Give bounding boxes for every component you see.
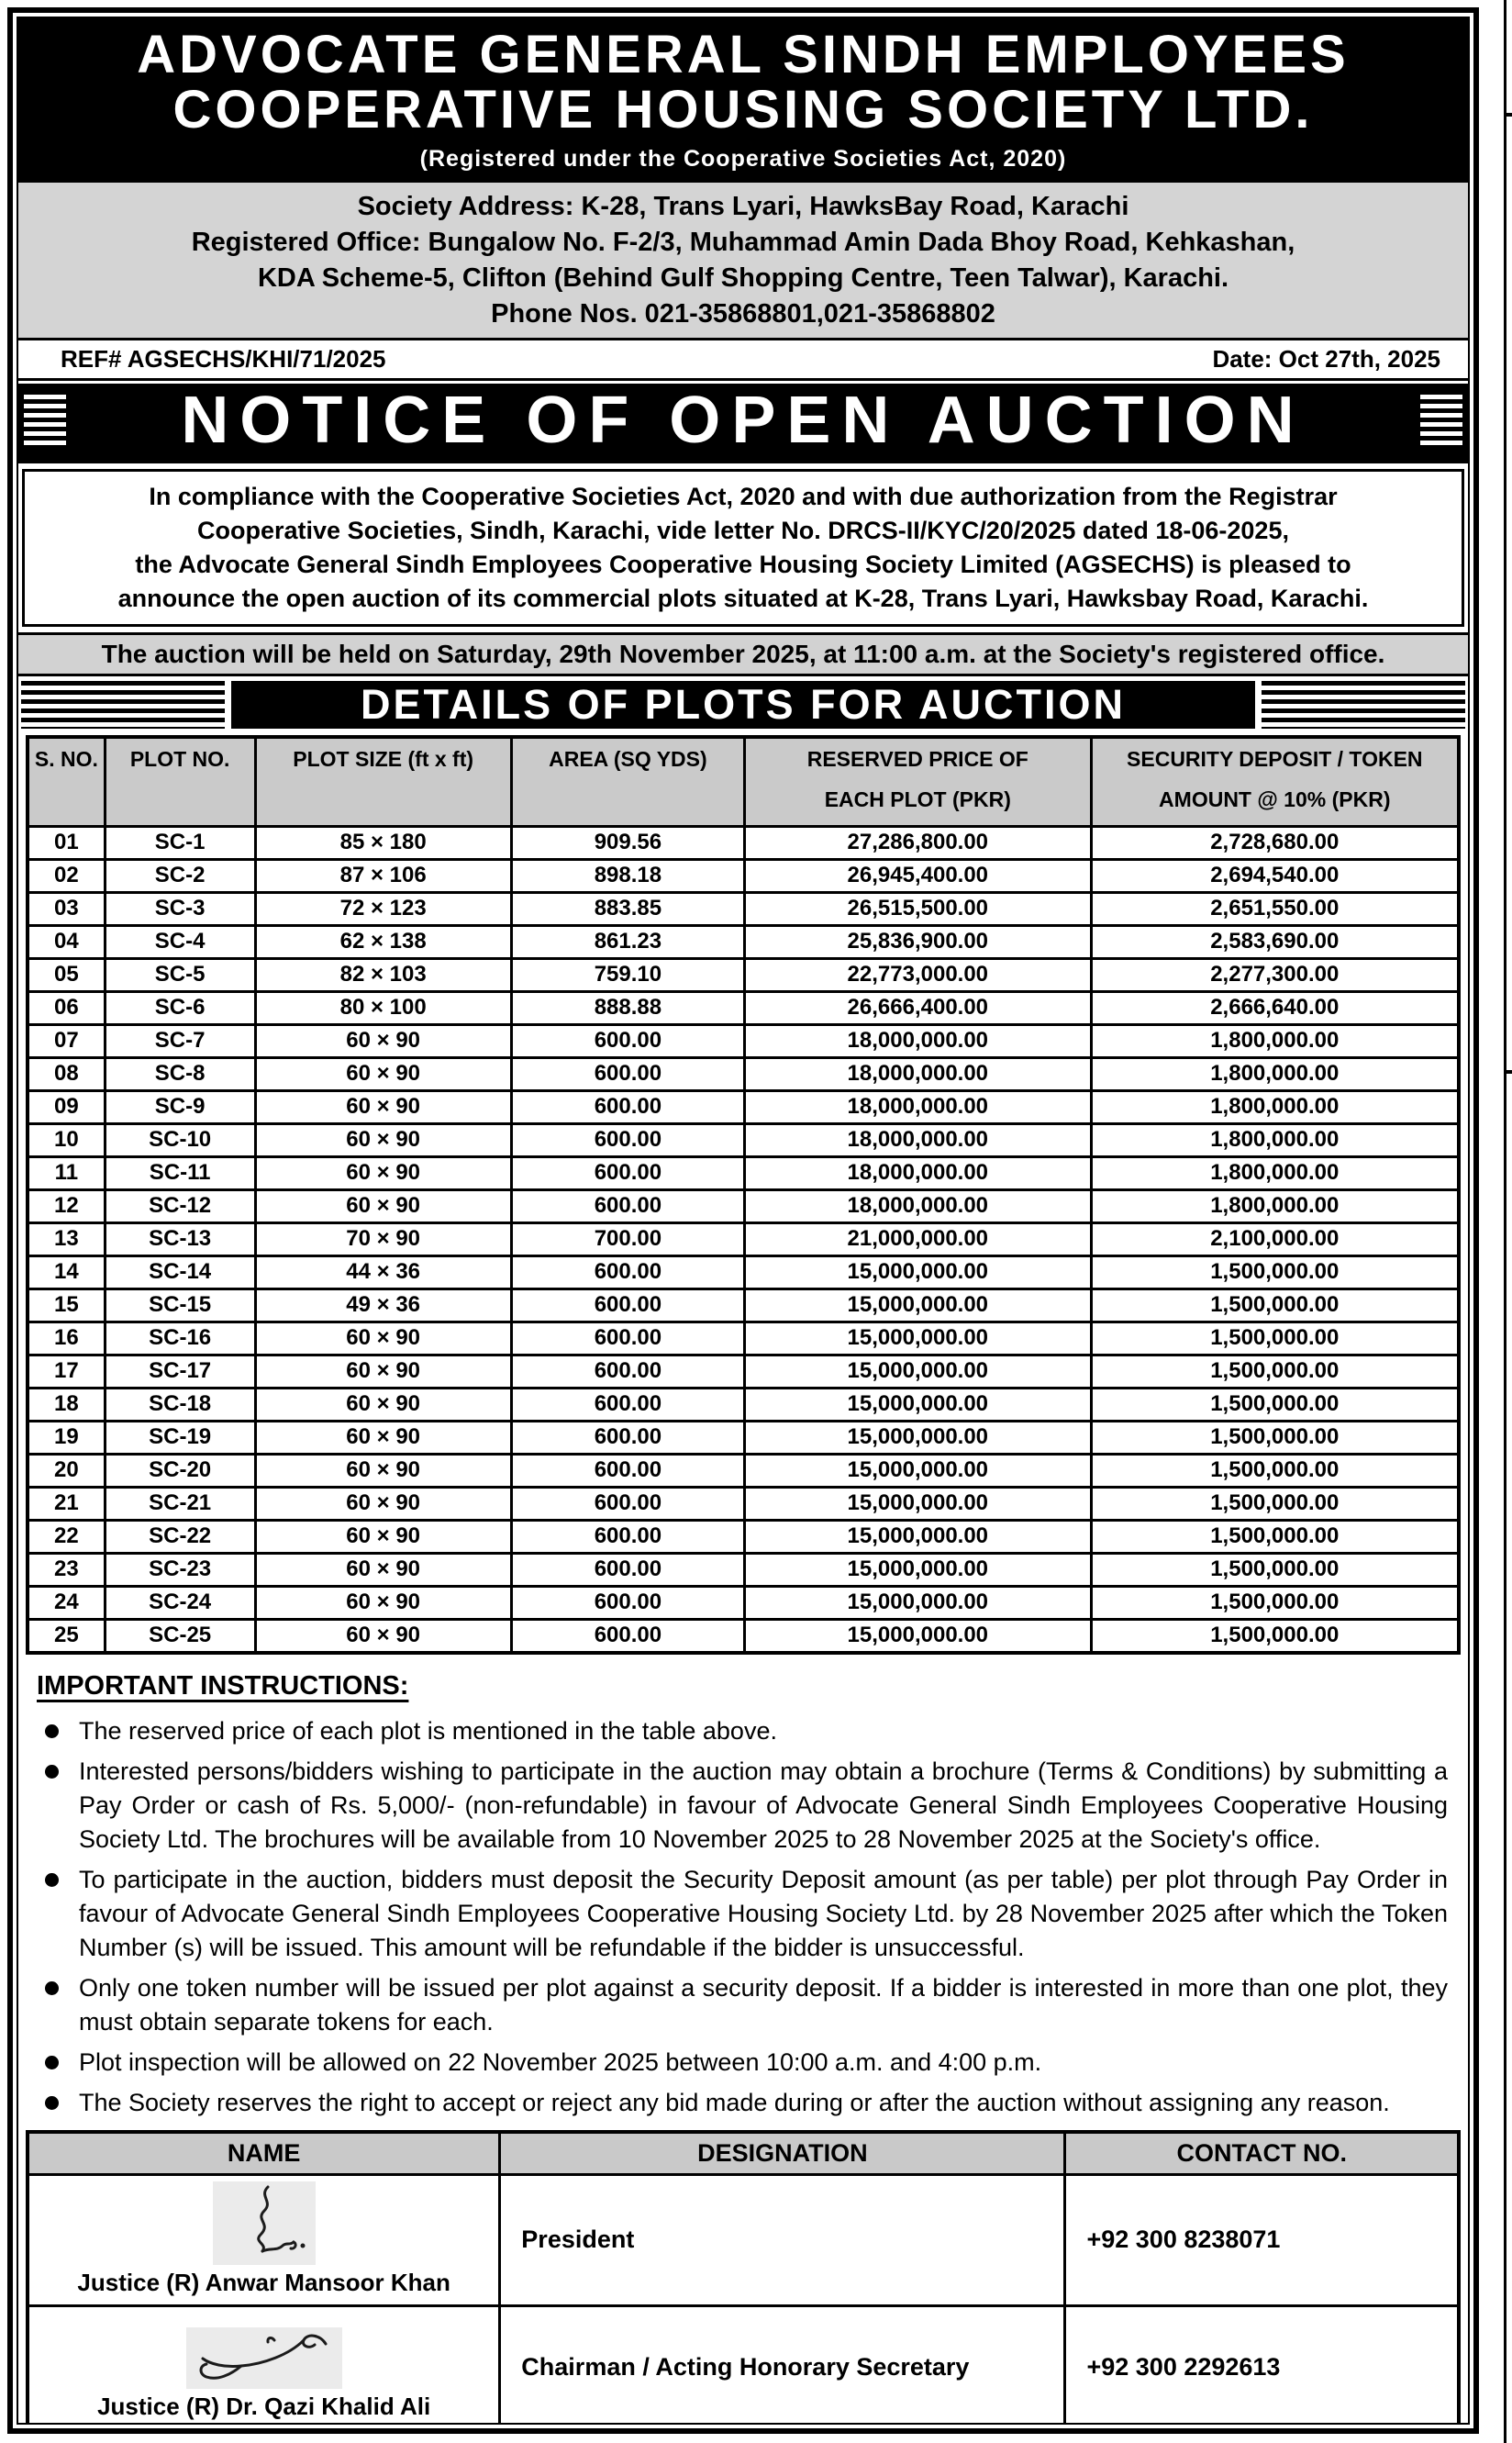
table-cell: 18,000,000.00 — [745, 1156, 1092, 1189]
compliance-line: the Advocate General Sindh Employees Cooperative Housing Society Limited (AGSECHS) is pleased to — [135, 550, 1351, 578]
table-cell: SC-20 — [105, 1454, 255, 1487]
table-row — [28, 1288, 1459, 1322]
table-cell: SC-23 — [105, 1553, 255, 1586]
table-cell: 600.00 — [511, 1619, 744, 1653]
instructions-heading: IMPORTANT INSTRUCTIONS: — [37, 1670, 409, 1701]
column-header-label: PLOT NO. — [129, 746, 230, 771]
table-row — [28, 1057, 1459, 1090]
signature-qazi-khalid-ali — [186, 2327, 342, 2389]
table-cell: 1,500,000.00 — [1091, 1586, 1459, 1619]
table-cell: SC-24 — [105, 1586, 255, 1619]
table-cell: SC-11 — [105, 1156, 255, 1189]
table-cell: 909.56 — [511, 826, 744, 859]
table-cell: 600.00 — [511, 1553, 744, 1586]
instruction-item: The reserved price of each plot is mentioned in the table above. — [37, 1714, 1448, 1748]
column-header-area — [511, 737, 744, 827]
table-cell: 1,500,000.00 — [1091, 1520, 1459, 1553]
contacts-table — [26, 2130, 1461, 2425]
document-body — [17, 17, 1470, 2425]
table-cell: 11 — [28, 1156, 105, 1189]
notice-banner — [18, 384, 1468, 463]
table-cell: 87 × 106 — [255, 859, 511, 892]
instructions-list — [37, 1714, 1448, 2120]
column-header-label: PLOT SIZE (ft x ft) — [293, 746, 474, 771]
table-row — [28, 1586, 1459, 1619]
table-cell: 15,000,000.00 — [745, 1586, 1092, 1619]
table-row — [28, 1123, 1459, 1156]
society-address-line: Society Address: K-28, Trans Lyari, HawksBay Road, Karachi — [357, 191, 1129, 221]
stripe-decoration-icon — [1420, 395, 1462, 446]
table-cell: SC-7 — [105, 1024, 255, 1057]
table-cell: 70 × 90 — [255, 1222, 511, 1255]
table-cell: 25,836,900.00 — [745, 925, 1092, 958]
table-cell: 1,500,000.00 — [1091, 1255, 1459, 1288]
table-cell: 17 — [28, 1355, 105, 1388]
column-header-designation: DESIGNATION — [500, 2132, 1065, 2175]
table-cell: 15,000,000.00 — [745, 1388, 1092, 1421]
table-cell: 600.00 — [511, 1156, 744, 1189]
table-cell: 1,500,000.00 — [1091, 1553, 1459, 1586]
table-cell: 1,500,000.00 — [1091, 1288, 1459, 1322]
table-cell: 18,000,000.00 — [745, 1123, 1092, 1156]
instructions-section — [18, 1660, 1468, 2126]
table-cell: 60 × 90 — [255, 1123, 511, 1156]
table-cell: 600.00 — [511, 1288, 744, 1322]
table-cell: 600.00 — [511, 1322, 744, 1355]
table-cell: SC-5 — [105, 958, 255, 991]
table-cell: 12 — [28, 1189, 105, 1222]
registered-under-note: (Registered under the Cooperative Societies Act, 2020) — [419, 145, 1067, 172]
contact-row — [28, 2174, 1459, 2305]
table-cell: 10 — [28, 1123, 105, 1156]
table-cell: 85 × 180 — [255, 826, 511, 859]
table-cell: 04 — [28, 925, 105, 958]
compliance-line: announce the open auction of its commercial plots situated at K-28, Trans Lyari, Hawksbay Road, Karachi. — [117, 584, 1369, 612]
masthead — [18, 18, 1468, 180]
table-cell: 60 × 90 — [255, 1487, 511, 1520]
table-row — [28, 925, 1459, 958]
table-cell: 15 — [28, 1288, 105, 1322]
table-row — [28, 1553, 1459, 1586]
table-cell: 1,500,000.00 — [1091, 1355, 1459, 1388]
table-cell: 1,800,000.00 — [1091, 1024, 1459, 1057]
details-banner — [21, 681, 1465, 729]
table-cell: 02 — [28, 859, 105, 892]
column-header-reserved-price — [745, 737, 1092, 827]
table-cell: 18 — [28, 1388, 105, 1421]
stripe-decoration-icon — [1262, 681, 1465, 729]
table-cell: 2,583,690.00 — [1091, 925, 1459, 958]
table-cell: 18,000,000.00 — [745, 1024, 1092, 1057]
registered-office-line: Registered Office: Bungalow No. F-2/3, Muhammad Amin Dada Bhoy Road, Kehkashan, — [191, 227, 1295, 257]
table-row — [28, 892, 1459, 925]
plots-table-body — [28, 826, 1459, 1653]
table-cell: 01 — [28, 826, 105, 859]
table-cell: 60 × 90 — [255, 1355, 511, 1388]
table-row — [28, 859, 1459, 892]
table-cell: 82 × 103 — [255, 958, 511, 991]
table-row — [28, 958, 1459, 991]
table-cell: 60 × 90 — [255, 1057, 511, 1090]
table-cell: SC-22 — [105, 1520, 255, 1553]
contact-name: Justice (R) Anwar Mansoor Khan — [77, 2268, 450, 2296]
table-cell: 600.00 — [511, 1024, 744, 1057]
table-row — [28, 1090, 1459, 1123]
table-cell: 1,500,000.00 — [1091, 1619, 1459, 1653]
table-cell: 2,666,640.00 — [1091, 991, 1459, 1024]
table-cell: 03 — [28, 892, 105, 925]
table-cell: 600.00 — [511, 1586, 744, 1619]
table-cell: 1,500,000.00 — [1091, 1388, 1459, 1421]
newspaper-column-rule — [1504, 0, 1506, 2443]
instruction-item: Interested persons/bidders wishing to participate in the auction may obtain a brochure (Terms & Conditions) by submitting a Pay Order or cash of Rs. 5,000/- (non-refundable) in favour of Advocate General Sindh Employees Cooperative Housing Society Ltd. The brochures will be available from 10 November 2025 to 28 November 2025 at the Society's office. — [37, 1755, 1448, 1857]
table-cell: 22 — [28, 1520, 105, 1553]
table-cell: 1,500,000.00 — [1091, 1322, 1459, 1355]
column-header-sno — [28, 737, 105, 827]
table-cell: 60 × 90 — [255, 1322, 511, 1355]
table-cell: 898.18 — [511, 859, 744, 892]
registered-office-line2: KDA Scheme-5, Clifton (Behind Gulf Shopping Centre, Teen Talwar), Karachi. — [257, 262, 1229, 293]
table-cell: 600.00 — [511, 1355, 744, 1388]
contact-row — [28, 2305, 1459, 2425]
table-cell: 15,000,000.00 — [745, 1288, 1092, 1322]
table-cell: SC-21 — [105, 1487, 255, 1520]
table-cell: SC-2 — [105, 859, 255, 892]
table-row — [28, 1487, 1459, 1520]
notice-date: Date: Oct 27th, 2025 — [1212, 344, 1440, 373]
table-cell: 600.00 — [511, 1090, 744, 1123]
table-cell: 600.00 — [511, 1421, 744, 1454]
table-cell: SC-19 — [105, 1421, 255, 1454]
table-cell: 06 — [28, 991, 105, 1024]
table-cell: 2,100,000.00 — [1091, 1222, 1459, 1255]
auction-schedule-strip: The auction will be held on Saturday, 29th November 2025, at 11:00 a.m. at the Society's registered office. — [18, 632, 1468, 676]
society-title-line2: COOPERATIVE HOUSING SOCIETY LTD. — [172, 80, 1314, 140]
plots-table-header-row — [28, 737, 1459, 827]
table-cell: SC-8 — [105, 1057, 255, 1090]
table-cell: 600.00 — [511, 1454, 744, 1487]
table-cell: 18,000,000.00 — [745, 1189, 1092, 1222]
table-cell: 60 × 90 — [255, 1024, 511, 1057]
table-cell: 24 — [28, 1586, 105, 1619]
table-cell: SC-13 — [105, 1222, 255, 1255]
table-cell: 60 × 90 — [255, 1189, 511, 1222]
column-header-plot-no — [105, 737, 255, 827]
table-cell: 2,728,680.00 — [1091, 826, 1459, 859]
table-cell: 60 × 90 — [255, 1388, 511, 1421]
table-row — [28, 826, 1459, 859]
table-cell: 600.00 — [511, 1255, 744, 1288]
table-cell: 1,800,000.00 — [1091, 1090, 1459, 1123]
table-cell: 60 × 90 — [255, 1619, 511, 1653]
table-cell: 22,773,000.00 — [745, 958, 1092, 991]
table-row — [28, 1024, 1459, 1057]
table-cell: 16 — [28, 1322, 105, 1355]
table-row — [28, 1421, 1459, 1454]
contact-designation: President — [500, 2174, 1065, 2305]
compliance-line: Cooperative Societies, Sindh, Karachi, vide letter No. DRCS-II/KYC/20/2025 dated 18-06-2025, — [197, 516, 1289, 544]
contact-name: Justice (R) Dr. Qazi Khalid Ali — [97, 2392, 431, 2420]
table-cell: 1,500,000.00 — [1091, 1421, 1459, 1454]
column-header-label: S. NO. — [34, 746, 98, 771]
table-cell: 600.00 — [511, 1487, 744, 1520]
reference-number: REF# AGSECHS/KHI/71/2025 — [61, 344, 386, 373]
table-cell: 888.88 — [511, 991, 744, 1024]
column-header-label: SECURITY DEPOSIT / TOKEN — [1127, 746, 1423, 771]
column-header-plot-size — [255, 737, 511, 827]
table-cell: 2,694,540.00 — [1091, 859, 1459, 892]
table-cell: 15,000,000.00 — [745, 1255, 1092, 1288]
ref-date-strip — [18, 340, 1468, 381]
table-cell: 1,800,000.00 — [1091, 1123, 1459, 1156]
table-cell: 07 — [28, 1024, 105, 1057]
table-cell: SC-10 — [105, 1123, 255, 1156]
table-cell: 20 — [28, 1454, 105, 1487]
compliance-paragraph — [22, 469, 1464, 627]
table-cell: 600.00 — [511, 1189, 744, 1222]
notice-banner-title: NOTICE OF OPEN AUCTION — [181, 383, 1306, 457]
table-cell: 700.00 — [511, 1222, 744, 1255]
table-cell: 1,800,000.00 — [1091, 1156, 1459, 1189]
column-header-security-deposit — [1091, 737, 1459, 827]
phone-numbers-line: Phone Nos. 021-35868801,021-35868802 — [491, 298, 995, 329]
instruction-item: The Society reserves the right to accept or reject any bid made during or after the auction without assigning any reason. — [37, 2086, 1448, 2120]
auction-notice-document — [7, 7, 1479, 2434]
table-cell: 883.85 — [511, 892, 744, 925]
table-cell: 09 — [28, 1090, 105, 1123]
table-cell: 21 — [28, 1487, 105, 1520]
table-cell: 44 × 36 — [255, 1255, 511, 1288]
table-cell: 72 × 123 — [255, 892, 511, 925]
compliance-line: In compliance with the Cooperative Societies Act, 2020 and with due authorization from the Registrar — [149, 482, 1338, 510]
table-cell: 60 × 90 — [255, 1586, 511, 1619]
table-row — [28, 1255, 1459, 1288]
table-cell: 80 × 100 — [255, 991, 511, 1024]
table-cell: 2,277,300.00 — [1091, 958, 1459, 991]
table-cell: 08 — [28, 1057, 105, 1090]
stripe-decoration-icon — [24, 395, 66, 446]
table-row — [28, 1222, 1459, 1255]
table-cell: 1,800,000.00 — [1091, 1189, 1459, 1222]
table-cell: 62 × 138 — [255, 925, 511, 958]
newspaper-column-tick — [1504, 1070, 1512, 1074]
table-cell: 15,000,000.00 — [745, 1322, 1092, 1355]
table-cell: 600.00 — [511, 1057, 744, 1090]
table-cell: 19 — [28, 1421, 105, 1454]
table-row — [28, 1388, 1459, 1421]
signature-anwar-mansoor-khan — [213, 2181, 316, 2265]
table-cell: SC-16 — [105, 1322, 255, 1355]
table-cell: 759.10 — [511, 958, 744, 991]
column-header-label: AREA (SQ YDS) — [549, 746, 707, 771]
table-cell: 23 — [28, 1553, 105, 1586]
table-cell: 60 × 90 — [255, 1090, 511, 1123]
contact-designation: Chairman / Acting Honorary Secretary — [500, 2305, 1065, 2425]
table-row — [28, 1355, 1459, 1388]
table-cell: 26,945,400.00 — [745, 859, 1092, 892]
table-cell: 15,000,000.00 — [745, 1520, 1092, 1553]
table-row — [28, 1619, 1459, 1653]
table-cell: SC-9 — [105, 1090, 255, 1123]
table-cell: 15,000,000.00 — [745, 1454, 1092, 1487]
table-cell: 14 — [28, 1255, 105, 1288]
table-cell: 1,500,000.00 — [1091, 1487, 1459, 1520]
stripe-decoration-icon — [21, 681, 225, 729]
table-cell: SC-18 — [105, 1388, 255, 1421]
table-cell: 13 — [28, 1222, 105, 1255]
table-cell: SC-4 — [105, 925, 255, 958]
table-row — [28, 1520, 1459, 1553]
address-panel — [18, 180, 1468, 340]
table-cell: 26,666,400.00 — [745, 991, 1092, 1024]
column-header-label: EACH PLOT (PKR) — [824, 786, 1011, 811]
table-cell: 49 × 36 — [255, 1288, 511, 1322]
table-cell: 60 × 90 — [255, 1553, 511, 1586]
table-cell: 60 × 90 — [255, 1520, 511, 1553]
plots-table — [26, 735, 1461, 1655]
contact-number: +92 300 8238071 — [1065, 2174, 1459, 2305]
table-cell: 1,500,000.00 — [1091, 1454, 1459, 1487]
table-row — [28, 1156, 1459, 1189]
contact-name-cell — [28, 2305, 500, 2425]
table-cell: 15,000,000.00 — [745, 1553, 1092, 1586]
table-cell: SC-15 — [105, 1288, 255, 1322]
table-cell: 26,515,500.00 — [745, 892, 1092, 925]
contact-name-cell — [28, 2174, 500, 2305]
table-cell: 60 × 90 — [255, 1454, 511, 1487]
table-row — [28, 1322, 1459, 1355]
instruction-item: To participate in the auction, bidders must deposit the Security Deposit amount (as per table) per plot through Pay Order in favour of Advocate General Sindh Employees Cooperative Housing Society Ltd. by 28 November 2025 after which the Token Number (s) will be issued. This amount will be refundable if the bidder is unsuccessful. — [37, 1863, 1448, 1965]
table-cell: 15,000,000.00 — [745, 1355, 1092, 1388]
table-cell: SC-1 — [105, 826, 255, 859]
table-row — [28, 991, 1459, 1024]
society-title-line1: ADVOCATE GENERAL SINDH EMPLOYEES — [137, 25, 1350, 84]
table-cell: 861.23 — [511, 925, 744, 958]
table-cell: 15,000,000.00 — [745, 1619, 1092, 1653]
instruction-item: Plot inspection will be allowed on 22 November 2025 between 10:00 a.m. and 4:00 p.m. — [37, 2046, 1448, 2080]
table-cell: 05 — [28, 958, 105, 991]
table-cell: 18,000,000.00 — [745, 1090, 1092, 1123]
column-header-label: RESERVED PRICE OF — [806, 746, 1028, 771]
table-cell: SC-3 — [105, 892, 255, 925]
table-row — [28, 1454, 1459, 1487]
table-cell: 600.00 — [511, 1520, 744, 1553]
details-banner-title: DETAILS OF PLOTS FOR AUCTION — [231, 681, 1255, 729]
column-header-name: NAME — [28, 2132, 500, 2175]
table-cell: SC-17 — [105, 1355, 255, 1388]
table-cell: 25 — [28, 1619, 105, 1653]
column-header-label: AMOUNT @ 10% (PKR) — [1159, 786, 1391, 811]
table-cell: 60 × 90 — [255, 1156, 511, 1189]
table-cell: SC-14 — [105, 1255, 255, 1288]
column-header-contact-no: CONTACT NO. — [1065, 2132, 1459, 2175]
table-cell: 1,800,000.00 — [1091, 1057, 1459, 1090]
newspaper-column-tick — [1504, 113, 1512, 117]
instruction-item: Only one token number will be issued per plot against a security deposit. If a bidder is interested in more than one plot, they must obtain separate tokens for each. — [37, 1971, 1448, 2039]
contact-number: +92 300 2292613 — [1065, 2305, 1459, 2425]
table-cell: 600.00 — [511, 1388, 744, 1421]
table-cell: 15,000,000.00 — [745, 1421, 1092, 1454]
table-cell: 60 × 90 — [255, 1421, 511, 1454]
table-cell: 21,000,000.00 — [745, 1222, 1092, 1255]
table-cell: 600.00 — [511, 1123, 744, 1156]
contacts-header-row — [28, 2132, 1459, 2175]
table-cell: SC-25 — [105, 1619, 255, 1653]
table-cell: SC-12 — [105, 1189, 255, 1222]
table-cell: 15,000,000.00 — [745, 1487, 1092, 1520]
table-cell: SC-6 — [105, 991, 255, 1024]
table-cell: 18,000,000.00 — [745, 1057, 1092, 1090]
table-cell: 2,651,550.00 — [1091, 892, 1459, 925]
table-cell: 27,286,800.00 — [745, 826, 1092, 859]
table-row — [28, 1189, 1459, 1222]
